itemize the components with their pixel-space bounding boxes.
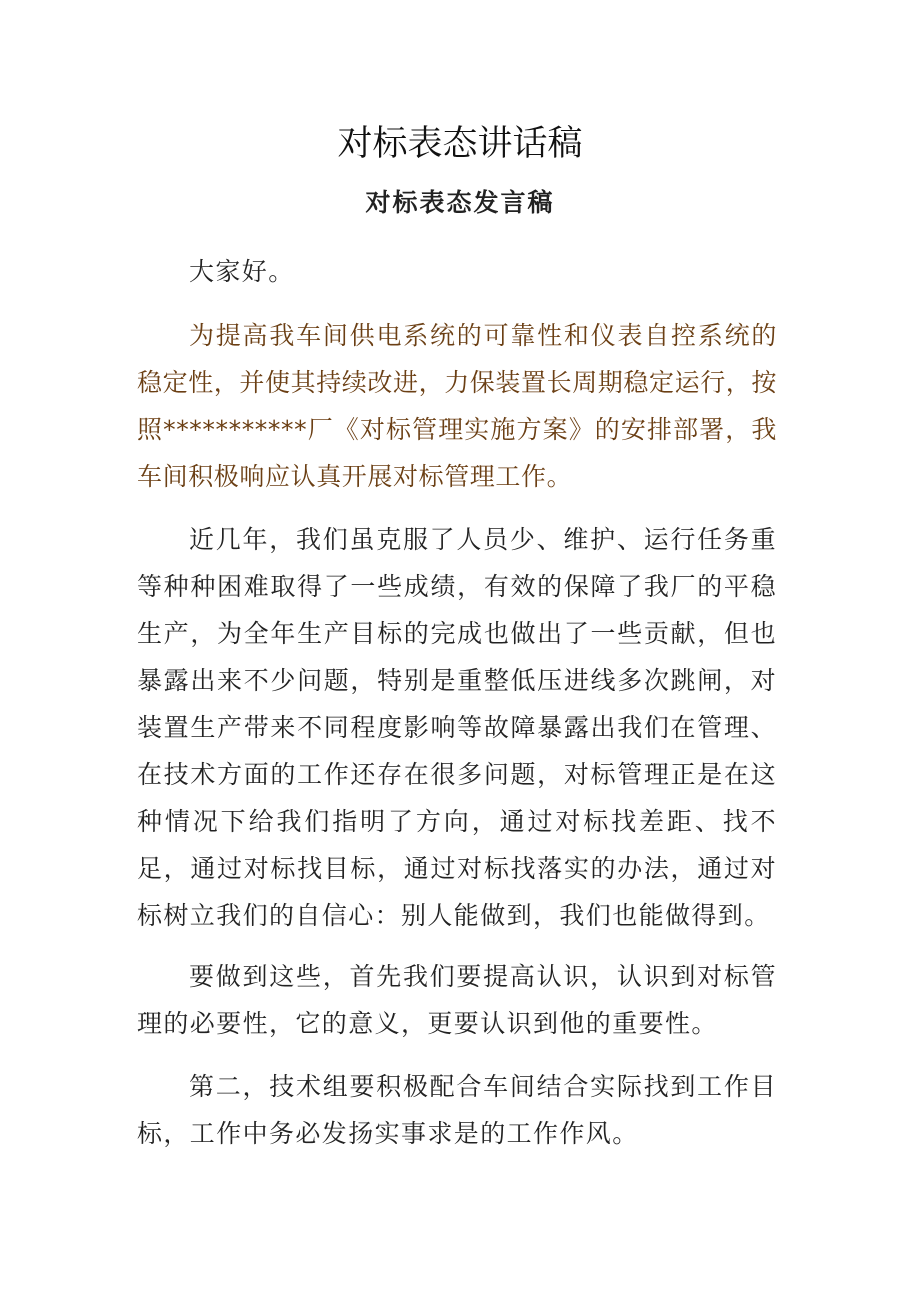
highlighted-paragraph: 为提高我车间供电系统的可靠性和仪表自控系统的稳定性，并使其持续改进，力保装置长周期稳定运行，按照***********厂《对标管理实施方案》的安排部署，我车间积极响应认真开展对标管理工作。 bbox=[137, 321, 778, 491]
greeting-paragraph: 大家好。 bbox=[189, 257, 295, 286]
body-paragraph: 要做到这些，首先我们要提高认识，认识到对标管理的必要性，它的意义，更要认识到他的重要性。 bbox=[137, 962, 777, 1038]
body-paragraph: 第二，技术组要积极配合车间结合实际找到工作目标，工作中务必发扬实事求是的工作作风。 bbox=[137, 1072, 777, 1148]
body-paragraph: 近几年，我们虽克服了人员少、维护、运行任务重等种种困难取得了一些成绩，有效的保障了我厂的平稳生产，为全年生产目标的完成也做出了一些贡献，但也暴露出来不少问题，特别是重整低压进线多次跳闸，对装置生产带来不同程度影响等故障暴露出我们在管理、在技术方面的工作还存在很多问题，对标管理正是在这种情况下给我们指明了方向，通过对标找差距、找不足，通过对标找目标，通过对标找落实的办法，通过对标树立我们的自信心：别人能做到，我们也能做得到。 bbox=[137, 525, 777, 930]
page-title: 对标表态讲话稿 bbox=[337, 124, 583, 164]
page-subtitle: 对标表态发言稿 bbox=[365, 188, 555, 217]
